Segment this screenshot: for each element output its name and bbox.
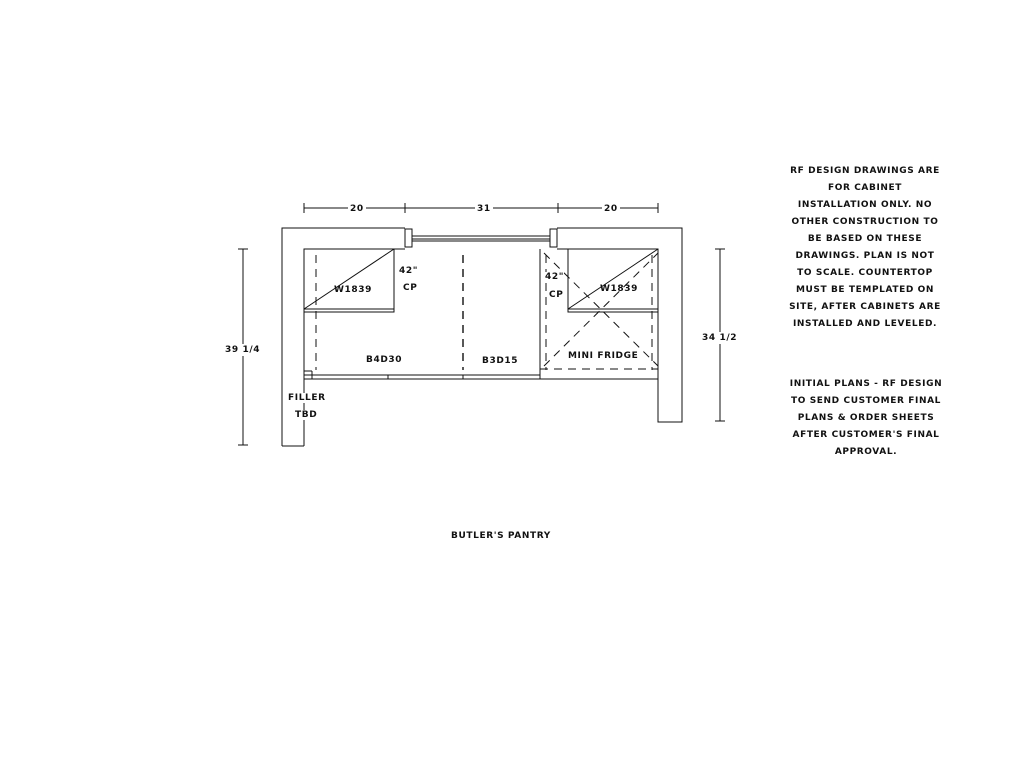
right-wall (557, 228, 682, 422)
note-line: APPROVAL. (834, 447, 898, 457)
label-base-cabinet-left: B4D30 (366, 355, 403, 365)
dimension-top-center: 31 (477, 204, 491, 214)
note-line: FOR CABINET (827, 183, 903, 193)
note-line: OTHER CONSTRUCTION TO (791, 217, 939, 227)
note-line: INITIAL PLANS - RF DESIGN (789, 379, 943, 389)
note-line: RF DESIGN DRAWINGS ARE (790, 166, 940, 176)
label-filler: FILLER (288, 393, 326, 403)
note-line: DRAWINGS. PLAN IS NOT (795, 251, 935, 261)
note-line: SITE, AFTER CABINETS ARE (789, 302, 941, 312)
drawing-title: BUTLER'S PANTRY (451, 531, 551, 541)
label-wall-cabinet-left: W1839 (334, 285, 372, 295)
disclaimer-note (780, 163, 950, 333)
initial-plans-note (780, 376, 952, 461)
dimension-top-right: 20 (604, 204, 618, 214)
note-line: TO SCALE. COUNTERTOP (797, 268, 933, 278)
label-base-cabinet-center: B3D15 (482, 356, 519, 366)
window-opening (405, 229, 557, 247)
label-wall-cabinet-right: W1839 (600, 284, 638, 294)
label-filler-tbd: TBD (295, 410, 318, 420)
note-line: INSTALLATION ONLY. NO (797, 200, 933, 210)
note-line: BE BASED ON THESE (807, 234, 923, 244)
label-cp-right: CP (549, 290, 564, 300)
label-cp-right-height: 42" (545, 272, 565, 282)
label-cp-left-height: 42" (399, 266, 419, 276)
dimension-top-left: 20 (350, 204, 364, 214)
note-line: MUST BE TEMPLATED ON (795, 285, 935, 295)
note-line: AFTER CUSTOMER'S FINAL (792, 430, 940, 440)
label-mini-fridge: MINI FRIDGE (568, 351, 639, 361)
dimension-right-height: 34 1/2 (702, 333, 738, 343)
label-cp-left: CP (403, 283, 418, 293)
wall-cabinet-left (304, 249, 394, 312)
note-line: PLANS & ORDER SHEETS (797, 413, 935, 423)
dimension-left-height: 39 1/4 (225, 345, 261, 355)
note-line: TO SEND CUSTOMER FINAL (791, 396, 941, 406)
note-line: INSTALLED AND LEVELED. (792, 319, 938, 329)
left-wall-inner (304, 249, 405, 446)
wall-cabinet-right (568, 249, 658, 312)
